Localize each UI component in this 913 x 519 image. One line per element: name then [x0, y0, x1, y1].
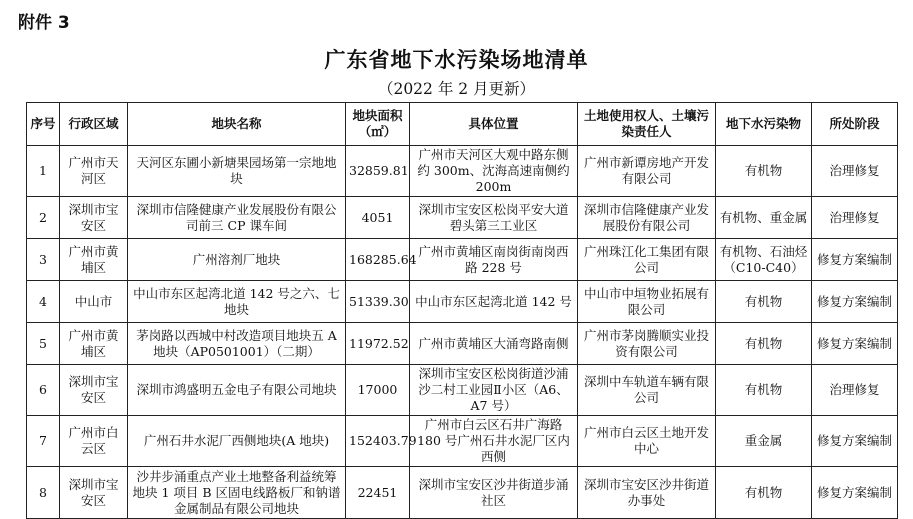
- cell-owner: 广州市新谭房地产开发有限公司: [578, 146, 716, 197]
- cell-location: 广州市天河区大观中路东侧约 300m、沈海高速南侧约 200m: [410, 146, 578, 197]
- cell-pollutant: 有机物: [716, 365, 812, 416]
- table-row: [27, 197, 898, 239]
- document-subtitle: （2022 年 2 月更新）: [377, 80, 536, 98]
- cell-index: 5: [27, 323, 60, 365]
- table-row: [27, 146, 898, 197]
- cell-district: 广州市黄埔区: [60, 323, 128, 365]
- cell-site-name: 广州溶剂厂地块: [128, 239, 346, 281]
- table-row: [27, 239, 898, 281]
- header-district: 行政区域: [60, 103, 128, 146]
- header-location: 具体位置: [410, 103, 578, 146]
- cell-site-name: 广州石井水泥厂西侧地块(A 地块): [128, 416, 346, 467]
- cell-area: 11972.52: [346, 323, 410, 365]
- cell-owner: 深圳中车轨道车辆有限公司: [578, 365, 716, 416]
- cell-pollutant: 有机物: [716, 323, 812, 365]
- cell-owner: 广州市白云区土地开发中心: [578, 416, 716, 467]
- cell-area: 22451: [346, 467, 410, 519]
- cell-location: 深圳市宝安区松岗平安大道碧头第三工业区: [410, 197, 578, 239]
- table-row: [27, 467, 898, 519]
- cell-district: 深圳市宝安区: [60, 197, 128, 239]
- cell-owner: 深圳市宝安区沙井街道办事处: [578, 467, 716, 519]
- cell-index: 4: [27, 281, 60, 323]
- cell-stage: 修复方案编制: [812, 281, 898, 323]
- document-title: 广东省地下水污染场地清单: [324, 48, 589, 72]
- cell-district: 中山市: [60, 281, 128, 323]
- cell-location: 深圳市宝安区沙井街道步涌社区: [410, 467, 578, 519]
- cell-site-name: 深圳市信隆健康产业发展股份有限公司前三 CP 课车间: [128, 197, 346, 239]
- cell-stage: 修复方案编制: [812, 323, 898, 365]
- cell-area: 32859.81: [346, 146, 410, 197]
- table-row: [27, 365, 898, 416]
- cell-pollutant: 重金属: [716, 416, 812, 467]
- header-site-name: 地块名称: [128, 103, 346, 146]
- cell-location: 中山市东区起湾北道 142 号: [410, 281, 578, 323]
- table-row: [27, 281, 898, 323]
- cell-area: 17000: [346, 365, 410, 416]
- header-pollutant: 地下水污染物: [716, 103, 812, 146]
- cell-owner: 深圳市信隆健康产业发展股份有限公司: [578, 197, 716, 239]
- cell-site-name: 沙井步涌重点产业土地整备利益统筹地块 1 项目 B 区固电线路板厂和钠谱金属制品有限公司地块: [128, 467, 346, 519]
- cell-pollutant: 有机物: [716, 281, 812, 323]
- cell-stage: 修复方案编制: [812, 239, 898, 281]
- cell-pollutant: 有机物: [716, 467, 812, 519]
- cell-location: 广州市黄埔区南岗街南岗西路 228 号: [410, 239, 578, 281]
- header-owner: 土地使用权人、土壤污染责任人: [578, 103, 716, 146]
- cell-pollutant: 有机物、重金属: [716, 197, 812, 239]
- cell-stage: 治理修复: [812, 197, 898, 239]
- cell-index: 8: [27, 467, 60, 519]
- table-header-row: [27, 103, 898, 146]
- cell-district: 广州市天河区: [60, 146, 128, 197]
- cell-location: 广州市白云区石井广海路 180 号广州石井水泥厂区内西侧: [410, 416, 578, 467]
- cell-district: 广州市黄埔区: [60, 239, 128, 281]
- header-index: 序号: [27, 103, 60, 146]
- cell-site-name: 中山市东区起湾北道 142 号之六、七地块: [128, 281, 346, 323]
- cell-pollutant: 有机物: [716, 146, 812, 197]
- attachment-label: 附件 3: [18, 13, 70, 33]
- header-stage: 所处阶段: [812, 103, 898, 146]
- cell-area: 4051: [346, 197, 410, 239]
- cell-pollutant: 有机物、石油烃（C10-C40）: [716, 239, 812, 281]
- cell-stage: 治理修复: [812, 146, 898, 197]
- groundwater-site-table: [26, 102, 898, 519]
- cell-index: 3: [27, 239, 60, 281]
- header-area: 地块面积（㎡）: [346, 103, 410, 146]
- cell-district: 深圳市宝安区: [60, 365, 128, 416]
- cell-area: 51339.30: [346, 281, 410, 323]
- cell-area: 152403.79: [346, 416, 410, 467]
- cell-district: 广州市白云区: [60, 416, 128, 467]
- cell-stage: 修复方案编制: [812, 416, 898, 467]
- cell-index: 2: [27, 197, 60, 239]
- cell-owner: 中山市中垣物业拓展有限公司: [578, 281, 716, 323]
- cell-site-name: 天河区东圃小新塘果园场第一宗地地块: [128, 146, 346, 197]
- cell-site-name: 深圳市鸿盛明五金电子有限公司地块: [128, 365, 346, 416]
- cell-index: 7: [27, 416, 60, 467]
- cell-owner: 广州市茅岗腾顺实业投资有限公司: [578, 323, 716, 365]
- table-row: [27, 323, 898, 365]
- cell-index: 1: [27, 146, 60, 197]
- cell-location: 广州市黄埔区大涌弯路南侧: [410, 323, 578, 365]
- cell-location: 深圳市宝安区松岗街道沙浦沙二村工业园Ⅱ小区（A6、A7 号）: [410, 365, 578, 416]
- cell-area: 168285.64: [346, 239, 410, 281]
- cell-owner: 广州珠江化工集团有限公司: [578, 239, 716, 281]
- table-row: [27, 416, 898, 467]
- cell-stage: 治理修复: [812, 365, 898, 416]
- cell-index: 6: [27, 365, 60, 416]
- cell-district: 深圳市宝安区: [60, 467, 128, 519]
- cell-stage: 修复方案编制: [812, 467, 898, 519]
- cell-site-name: 茅岗路以西城中村改造项目地块五 A 地块（AP0501001）（二期）: [128, 323, 346, 365]
